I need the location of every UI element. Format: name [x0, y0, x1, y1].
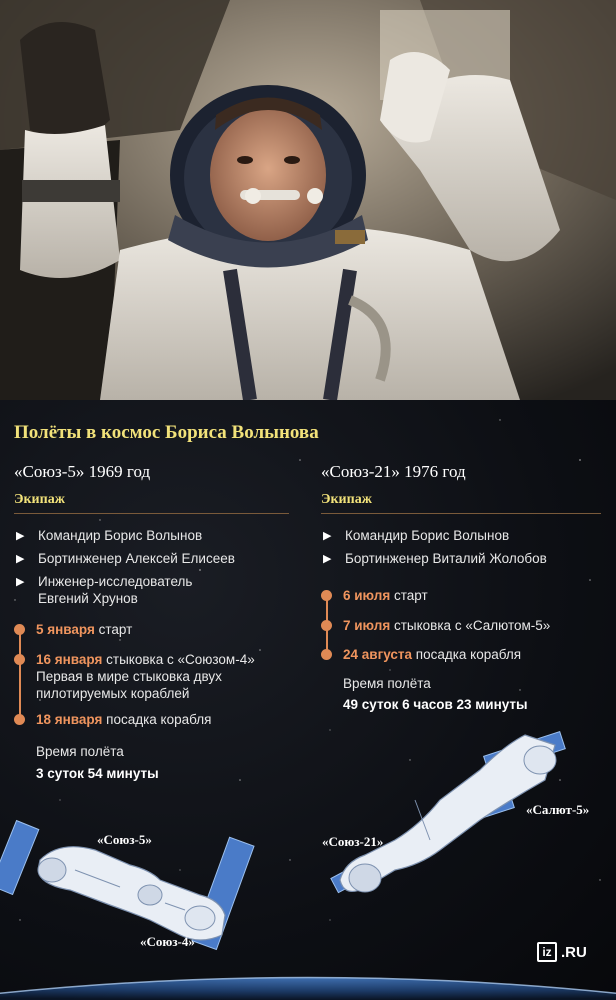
timeline-event: 6 июля старт	[343, 588, 428, 603]
flight-duration-value: 49 суток 6 часов 23 минуты	[343, 697, 528, 712]
timeline-dot	[14, 624, 25, 635]
mission-title-soyuz-21: «Союз-21» 1976 год	[321, 462, 466, 481]
ship-label-soyuz-21: «Союз-21»	[322, 834, 384, 849]
timeline-event: 5 января старт	[36, 622, 133, 637]
infographic-title: Полёты в космос Бориса Волынова	[14, 422, 319, 443]
ship-label-soyuz-4: «Союз-4»	[140, 934, 195, 949]
iz-ru-logo	[537, 942, 587, 962]
crew-heading: Экипаж	[14, 492, 65, 507]
crew-divider	[14, 513, 289, 514]
ship-label-salyut-5: «Салют-5»	[526, 802, 590, 817]
infographic-panel: Полёты в космос Бориса Волынова «Союз-5» 1969 год Экипаж ▶ Командир Борис Волынов ▶ Бортинженер Алексей Елисеев ▶ Инженер-исследователь Евгений Хрунов 5 января старт 16 января стыковка с «Союзом-4» Первая в мире стыковка двух пилотируемых кораблей 18 января посадка корабля Время полёта 3 суток 54 минуты «Союз-5» «Союз-4» «Союз-21» 1976 год Экипаж ▶ Командир Борис Волынов ▶ Бортинженер Виталий Жолобов 6 июля старт 7 июля стыковка с «Салютом-5» 24 августа посадка корабля Время полёта 49 суток 6 часов 23 минуты «Союз-21» «Салют-5» iz .RU	[0, 400, 616, 1000]
timeline-event: 24 августа посадка корабля	[343, 647, 522, 662]
timeline-event: 7 июля стыковка с «Салютом-5»	[343, 618, 551, 633]
iz-logo-text: .RU	[561, 943, 587, 961]
timeline-dot	[321, 590, 332, 601]
timeline-dot	[321, 620, 332, 631]
earth-horizon	[0, 978, 616, 1000]
timeline-line	[19, 628, 21, 724]
mission-title-soyuz-5: «Союз-5» 1969 год	[14, 462, 151, 481]
triangle-bullet-icon: ▶	[16, 576, 25, 588]
flight-duration-value: 3 суток 54 минуты	[36, 766, 159, 781]
timeline-dot	[14, 714, 25, 725]
timeline-event: 16 января стыковка с «Союзом-4»	[36, 652, 255, 667]
triangle-bullet-icon: ▶	[16, 530, 25, 542]
ship-label-soyuz-5: «Союз-5»	[97, 832, 152, 847]
timeline-note: Первая в мире стыковка двух пилотируемых кораблей	[36, 669, 222, 701]
timeline-dot	[14, 654, 25, 665]
timeline-dot	[321, 649, 332, 660]
crew-heading: Экипаж	[321, 492, 372, 507]
triangle-bullet-icon: ▶	[16, 553, 25, 565]
timeline-event: 18 января посадка корабля	[36, 712, 212, 727]
triangle-bullet-icon: ▶	[323, 553, 332, 565]
triangle-bullet-icon: ▶	[323, 530, 332, 542]
iz-logo-mark: iz	[537, 942, 557, 962]
cosmonaut-illustration	[0, 0, 616, 400]
flight-duration-label: Время полёта	[343, 676, 431, 691]
cosmonaut-photo	[0, 0, 616, 400]
flight-duration-label: Время полёта	[36, 744, 124, 759]
crew-divider	[321, 513, 601, 514]
